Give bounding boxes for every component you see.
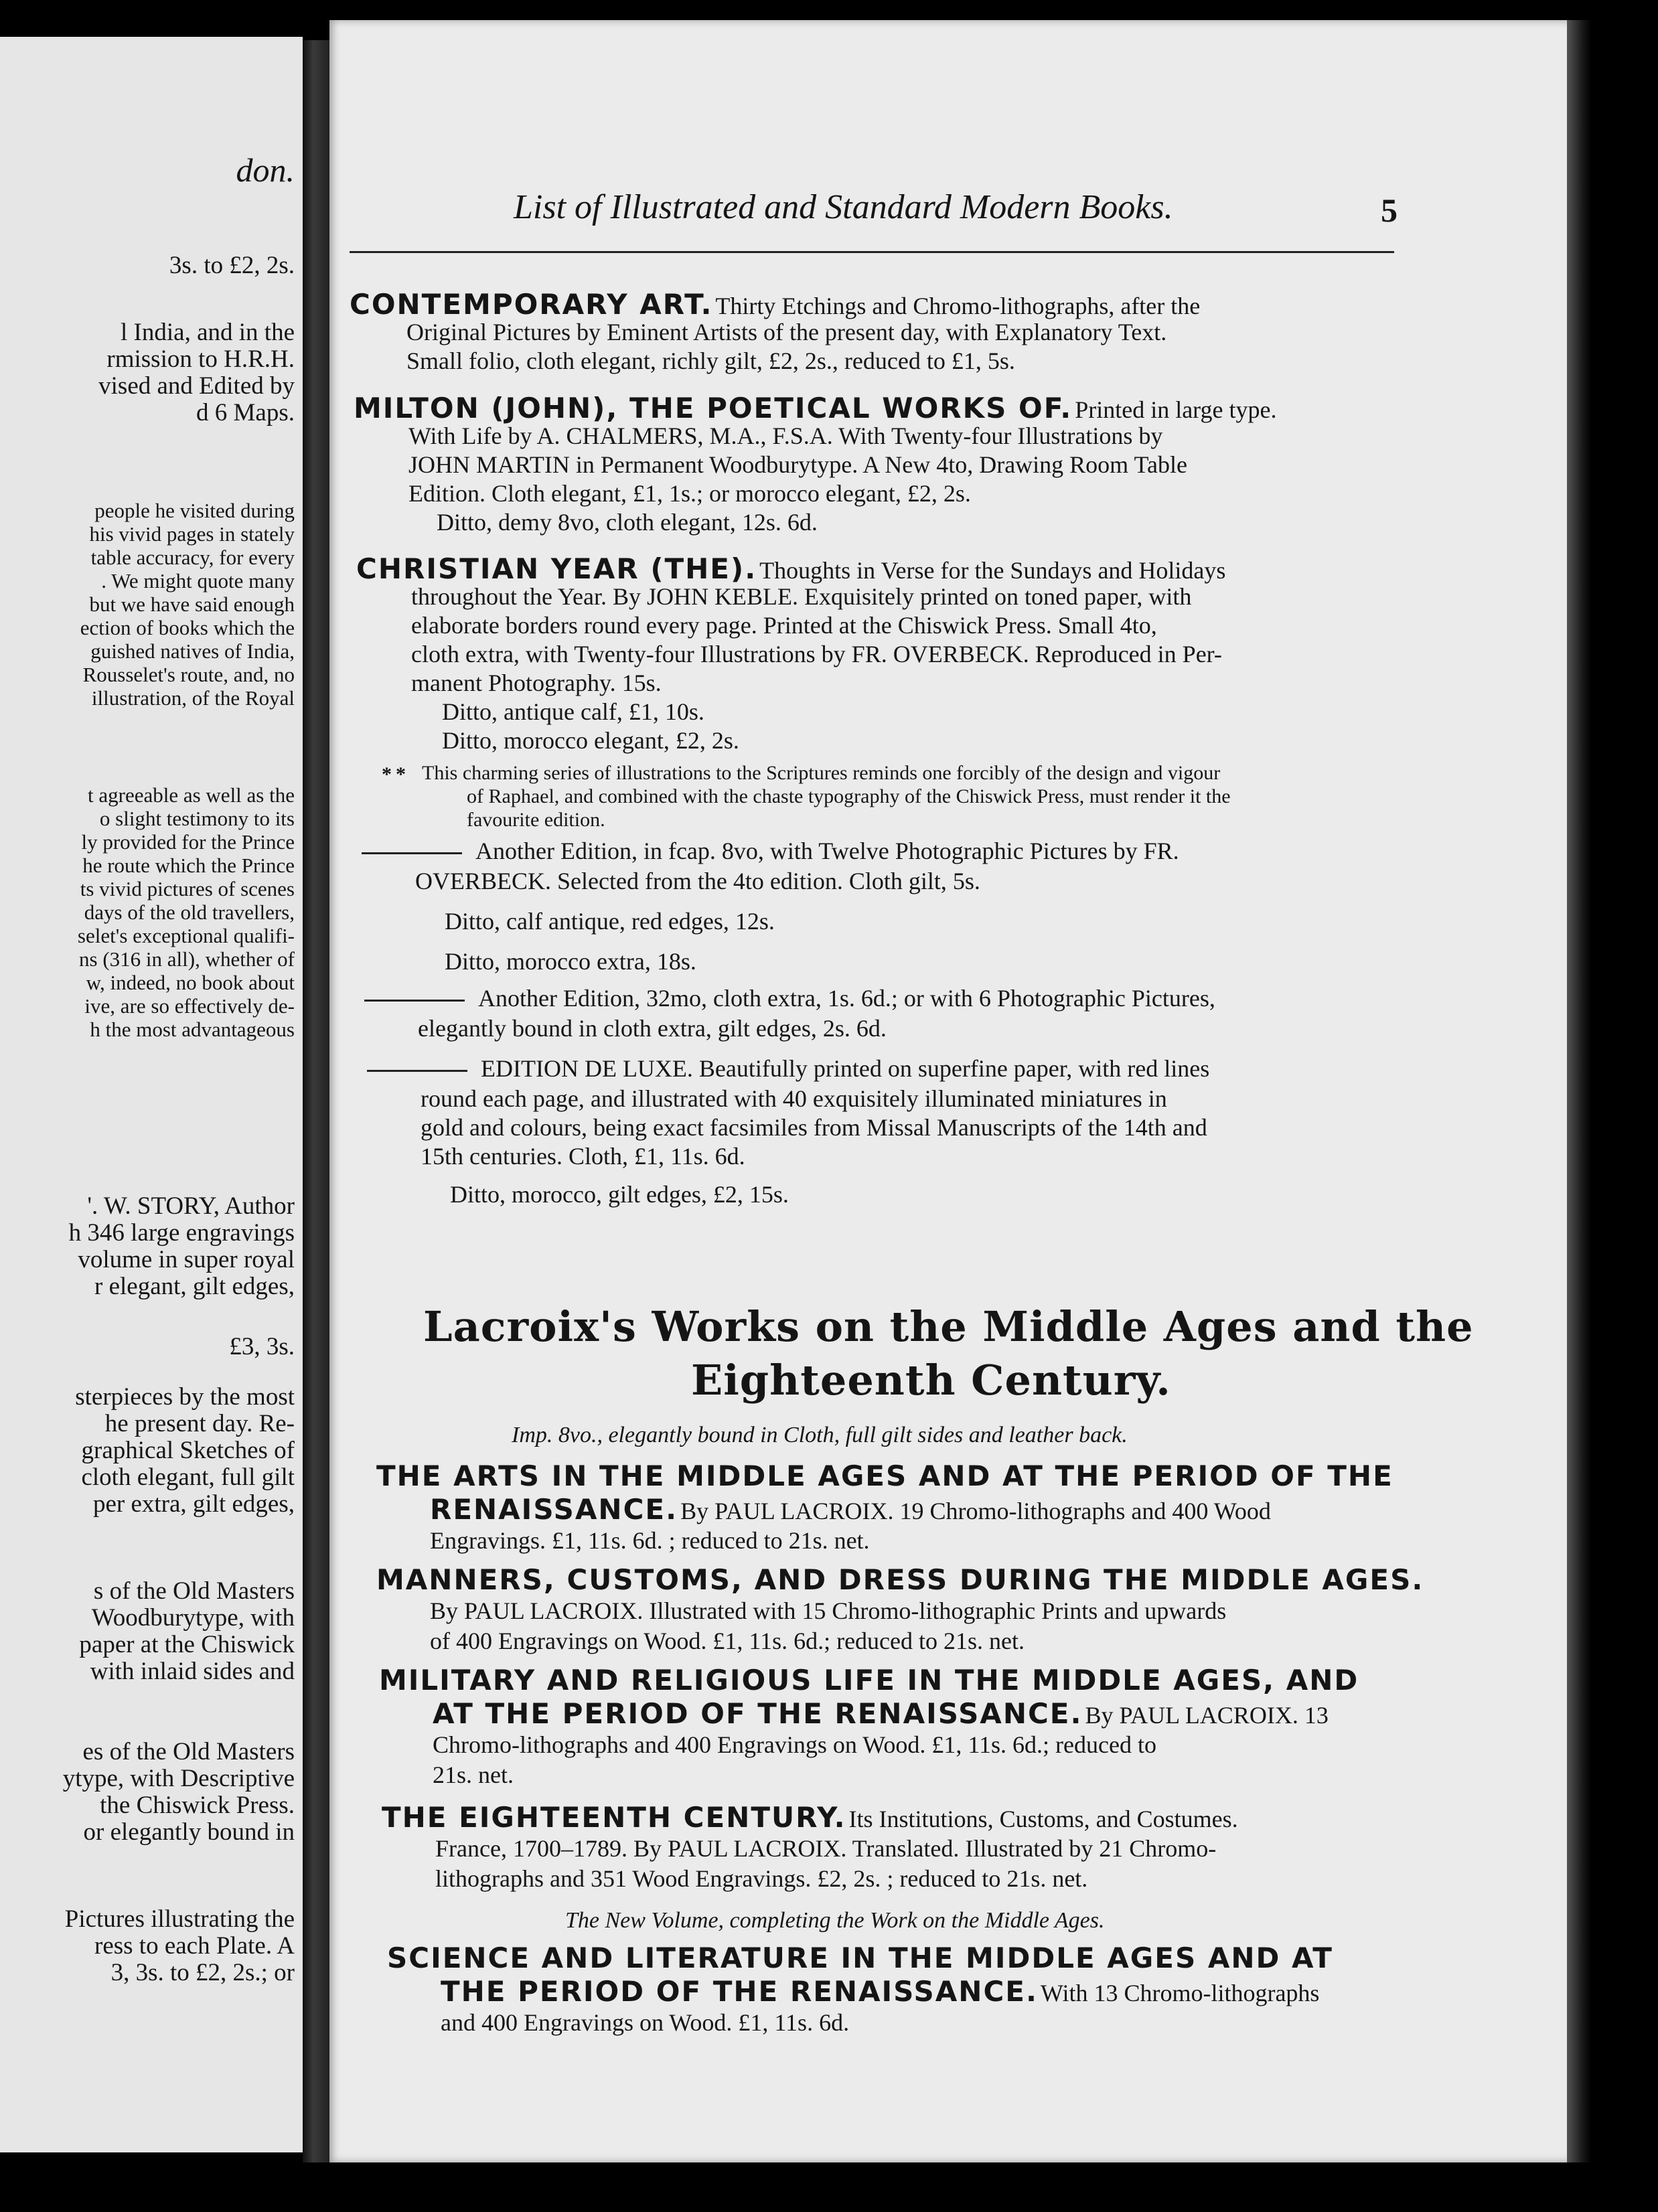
left-page-line: l India, and in the <box>121 319 295 346</box>
left-page-line: h 346 large engravings <box>68 1219 295 1247</box>
left-page-line: d 6 Maps. <box>196 399 295 426</box>
entry-text: Original Pictures by Eminent Artists of the present day, with Explanatory Text. <box>406 319 1167 345</box>
entry-text: Printed in large type. <box>1075 396 1277 423</box>
note-asterism: * * <box>382 763 406 785</box>
left-page-line: r elegant, gilt edges, <box>94 1273 295 1300</box>
entry-text: Thoughts in Verse for the Sundays and Holidays <box>759 557 1226 584</box>
entry-science <box>441 1975 1319 2008</box>
header-rule <box>350 251 1394 253</box>
left-page-line: ive, are so effectively de- <box>84 994 295 1018</box>
book-gutter <box>303 40 329 2162</box>
left-page-line: ns (316 in all), whether of <box>79 947 295 971</box>
entry-text: lithographs and 351 Wood Engravings. £2, 2s. ; reduced to 21s. net. <box>435 1865 1088 1892</box>
entry-military <box>433 1697 1329 1730</box>
entry-text: EDITION DE LUXE. Beautifully printed on superfine paper, with red lines <box>481 1055 1210 1082</box>
entry-text: Its Institutions, Customs, and Costumes. <box>848 1806 1238 1832</box>
section-heading: Lacroix's Works on the Middle Ages and the <box>423 1302 1474 1351</box>
entry-title: CONTEMPORARY ART. <box>350 288 713 321</box>
entry-title: RENAISSANCE. <box>430 1493 678 1526</box>
entry-text: Ditto, morocco extra, 18s. <box>445 948 696 975</box>
left-page-line: ection of books which the <box>80 616 295 639</box>
entry-contemporary-art <box>350 288 1200 321</box>
entry-text: throughout the Year. By JOHN KEBLE. Exquisitely printed on toned paper, with <box>411 583 1192 610</box>
page-number: 5 <box>1381 191 1398 229</box>
running-head: List of Illustrated and Standard Modern Books. <box>514 188 1173 226</box>
left-page-line: ytype, with Descriptive <box>62 1765 295 1792</box>
entry-text: Engravings. £1, 11s. 6d. ; reduced to 21s. net. <box>430 1527 870 1554</box>
left-page-line: rmission to H.R.H. <box>106 345 295 373</box>
left-page-line: table accuracy, for every <box>90 546 295 569</box>
entry-edition-de-luxe <box>367 1054 1209 1083</box>
entry-fcap-edition <box>362 837 1179 865</box>
left-page-line: volume in super royal <box>78 1246 295 1273</box>
entry-text: OVERBECK. Selected from the 4to edition. Cloth gilt, 5s. <box>415 868 980 894</box>
left-page-line: paper at the Chiswick <box>79 1631 295 1658</box>
left-page-line: £3, 3s. <box>229 1333 295 1360</box>
entry-text: With Life by A. CHALMERS, M.A., F.S.A. With Twenty-four Illustrations by <box>408 422 1163 449</box>
page <box>329 20 1576 2162</box>
left-page-line: guished natives of India, <box>90 639 295 663</box>
left-page-line: per extra, gilt edges, <box>92 1490 295 1518</box>
left-page-line: he present day. Re- <box>104 1410 295 1437</box>
entry-text: Small folio, cloth elegant, richly gilt, £2, 2s., reduced to £1, 5s. <box>406 347 1015 374</box>
entry-text: Ditto, antique calf, £1, 10s. <box>442 698 704 725</box>
left-page-line: ts vivid pictures of scenes <box>80 877 295 900</box>
entry-text: Ditto, calf antique, red edges, 12s. <box>445 908 775 935</box>
entry-text: elegantly bound in cloth extra, gilt edges, 2s. 6d. <box>418 1015 887 1042</box>
note-text: This charming series of illustrations to the Scriptures reminds one forcibly of the design and vigour <box>422 762 1221 784</box>
left-page-line: don. <box>236 151 295 189</box>
left-page-line: or elegantly bound in <box>83 1818 295 1846</box>
entry-text: JOHN MARTIN in Permanent Woodburytype. A New 4to, Drawing Room Table <box>408 451 1187 478</box>
entry-title: MILTON (JOHN), THE POETICAL WORKS OF. <box>354 392 1073 424</box>
left-page-line: ly provided for the Prince <box>81 830 295 854</box>
left-page-line: the Chiswick Press. <box>100 1792 295 1819</box>
left-page-line: Rousselet's route, and, no <box>82 663 295 686</box>
left-page-line: cloth elegant, full gilt <box>81 1464 295 1491</box>
entry-text: elaborate borders round every page. Printed at the Chiswick Press. Small 4to, <box>411 612 1157 639</box>
left-page-line: 3s. to £2, 2s. <box>169 252 295 279</box>
left-page-line: graphical Sketches of <box>81 1437 295 1464</box>
entry-text: France, 1700–1789. By PAUL LACROIX. Translated. Illustrated by 21 Chromo- <box>435 1835 1217 1862</box>
entry-text: manent Photography. 15s. <box>411 669 662 696</box>
entry-text: 15th centuries. Cloth, £1, 11s. 6d. <box>421 1143 745 1170</box>
entry-text: and 400 Engravings on Wood. £1, 11s. 6d. <box>441 2009 850 2036</box>
entry-text: By PAUL LACROIX. Illustrated with 15 Chromo-lithographic Prints and upwards <box>430 1597 1227 1624</box>
left-page-line: with inlaid sides and <box>90 1658 295 1685</box>
left-page-line: sterpieces by the most <box>75 1383 295 1411</box>
left-page-line: vised and Edited by <box>98 372 295 400</box>
entry-text: round each page, and illustrated with 40 exquisitely illuminated miniatures in <box>421 1085 1167 1112</box>
left-page-line: '. W. STORY, Author <box>87 1192 295 1220</box>
entry-text: Edition. Cloth elegant, £1, 1s.; or morocco elegant, £2, 2s. <box>408 480 971 507</box>
left-page-line: o slight testimony to its <box>99 807 295 830</box>
entry-text: With 13 Chromo-lithographs <box>1040 1980 1320 2006</box>
entry-text: Ditto, morocco elegant, £2, 2s. <box>442 727 739 754</box>
section-heading: Eighteenth Century. <box>691 1356 1171 1405</box>
entry-text: By PAUL LACROIX. 19 Chromo-lithographs and 400 Wood <box>680 1498 1271 1524</box>
entry-title: THE PERIOD OF THE RENAISSANCE. <box>441 1975 1038 2008</box>
left-page-line: Pictures illustrating the <box>64 1905 295 1933</box>
entry-title: SCIENCE AND LITERATURE IN THE MIDDLE AGES AND AT <box>387 1942 1333 1974</box>
new-volume-note: The New Volume, completing the Work on the Middle Ages. <box>565 1908 1105 1933</box>
entry-text: cloth extra, with Twenty-four Illustrations by FR. OVERBECK. Reproduced in Per- <box>411 641 1222 667</box>
left-page-line: Woodburytype, with <box>91 1604 295 1632</box>
left-page-line: es of the Old Masters <box>82 1738 295 1765</box>
left-page-line: illustration, of the Royal <box>91 686 295 710</box>
entry-milton <box>354 392 1276 424</box>
entry-title: THE ARTS IN THE MIDDLE AGES AND AT THE PERIOD OF THE <box>376 1459 1393 1492</box>
entry-title: MANNERS, CUSTOMS, AND DRESS DURING THE MIDDLE AGES. <box>376 1563 1424 1596</box>
left-page-line: . We might quote many <box>101 569 295 592</box>
left-page-line: h the most advantageous <box>90 1018 295 1041</box>
entry-christian-year <box>356 552 1225 585</box>
entry-title: MILITARY AND RELIGIOUS LIFE IN THE MIDDLE AGES, AND <box>379 1664 1359 1696</box>
entry-text: By PAUL LACROIX. 13 <box>1085 1702 1329 1729</box>
left-page-line: 3, 3s. to £2, 2s.; or <box>110 1959 295 1986</box>
section-subheading: Imp. 8vo., elegantly bound in Cloth, full gilt sides and leather back. <box>512 1423 1128 1447</box>
entry-eighteenth-century <box>382 1801 1238 1834</box>
entry-text: Another Edition, in fcap. 8vo, with Twelve Photographic Pictures by FR. <box>475 838 1179 864</box>
entry-32mo-edition <box>364 984 1215 1012</box>
left-page-line: selet's exceptional qualifi- <box>77 924 295 947</box>
left-page-line: he route which the Prince <box>82 854 295 877</box>
left-page-line: w, indeed, no book about <box>86 971 295 994</box>
note-text: of Raphael, and combined with the chaste typography of the Chiswick Press, must render it the <box>467 785 1231 807</box>
previous-page-fragment <box>0 37 303 2152</box>
entry-arts <box>430 1493 1271 1526</box>
left-page-line: days of the old travellers, <box>84 900 295 924</box>
note-text: favourite edition. <box>467 809 605 831</box>
entry-text: 21s. net. <box>433 1761 514 1788</box>
entry-text: Another Edition, 32mo, cloth extra, 1s. 6d.; or with 6 Photographic Pictures, <box>478 985 1215 1012</box>
left-page-line: t agreeable as well as the <box>88 783 295 807</box>
left-page-line: ress to each Plate. A <box>94 1932 295 1960</box>
entry-title: CHRISTIAN YEAR (THE). <box>356 552 757 585</box>
ditto-dash <box>367 1070 467 1072</box>
ditto-dash <box>364 1000 465 1002</box>
entry-text: gold and colours, being exact facsimiles from Missal Manuscripts of the 14th and <box>421 1114 1207 1141</box>
book-edge <box>1567 20 1591 2162</box>
left-page-line: but we have said enough <box>89 592 295 616</box>
entry-text: Ditto, morocco, gilt edges, £2, 15s. <box>450 1181 789 1208</box>
entry-title: THE EIGHTEENTH CENTURY. <box>382 1801 846 1834</box>
left-page-line: people he visited during <box>94 499 295 522</box>
left-page-line: his vivid pages in stately <box>89 522 295 546</box>
entry-text: Thirty Etchings and Chromo-lithographs, after the <box>715 293 1201 319</box>
left-page-line: s of the Old Masters <box>93 1577 295 1605</box>
entry-title: AT THE PERIOD OF THE RENAISSANCE. <box>433 1697 1083 1730</box>
entry-text: Chromo-lithographs and 400 Engravings on Wood. £1, 11s. 6d.; reduced to <box>433 1731 1156 1758</box>
entry-text: of 400 Engravings on Wood. £1, 11s. 6d.; reduced to 21s. net. <box>430 1628 1025 1654</box>
entry-text: Ditto, demy 8vo, cloth elegant, 12s. 6d. <box>437 509 818 536</box>
ditto-dash <box>362 852 462 854</box>
